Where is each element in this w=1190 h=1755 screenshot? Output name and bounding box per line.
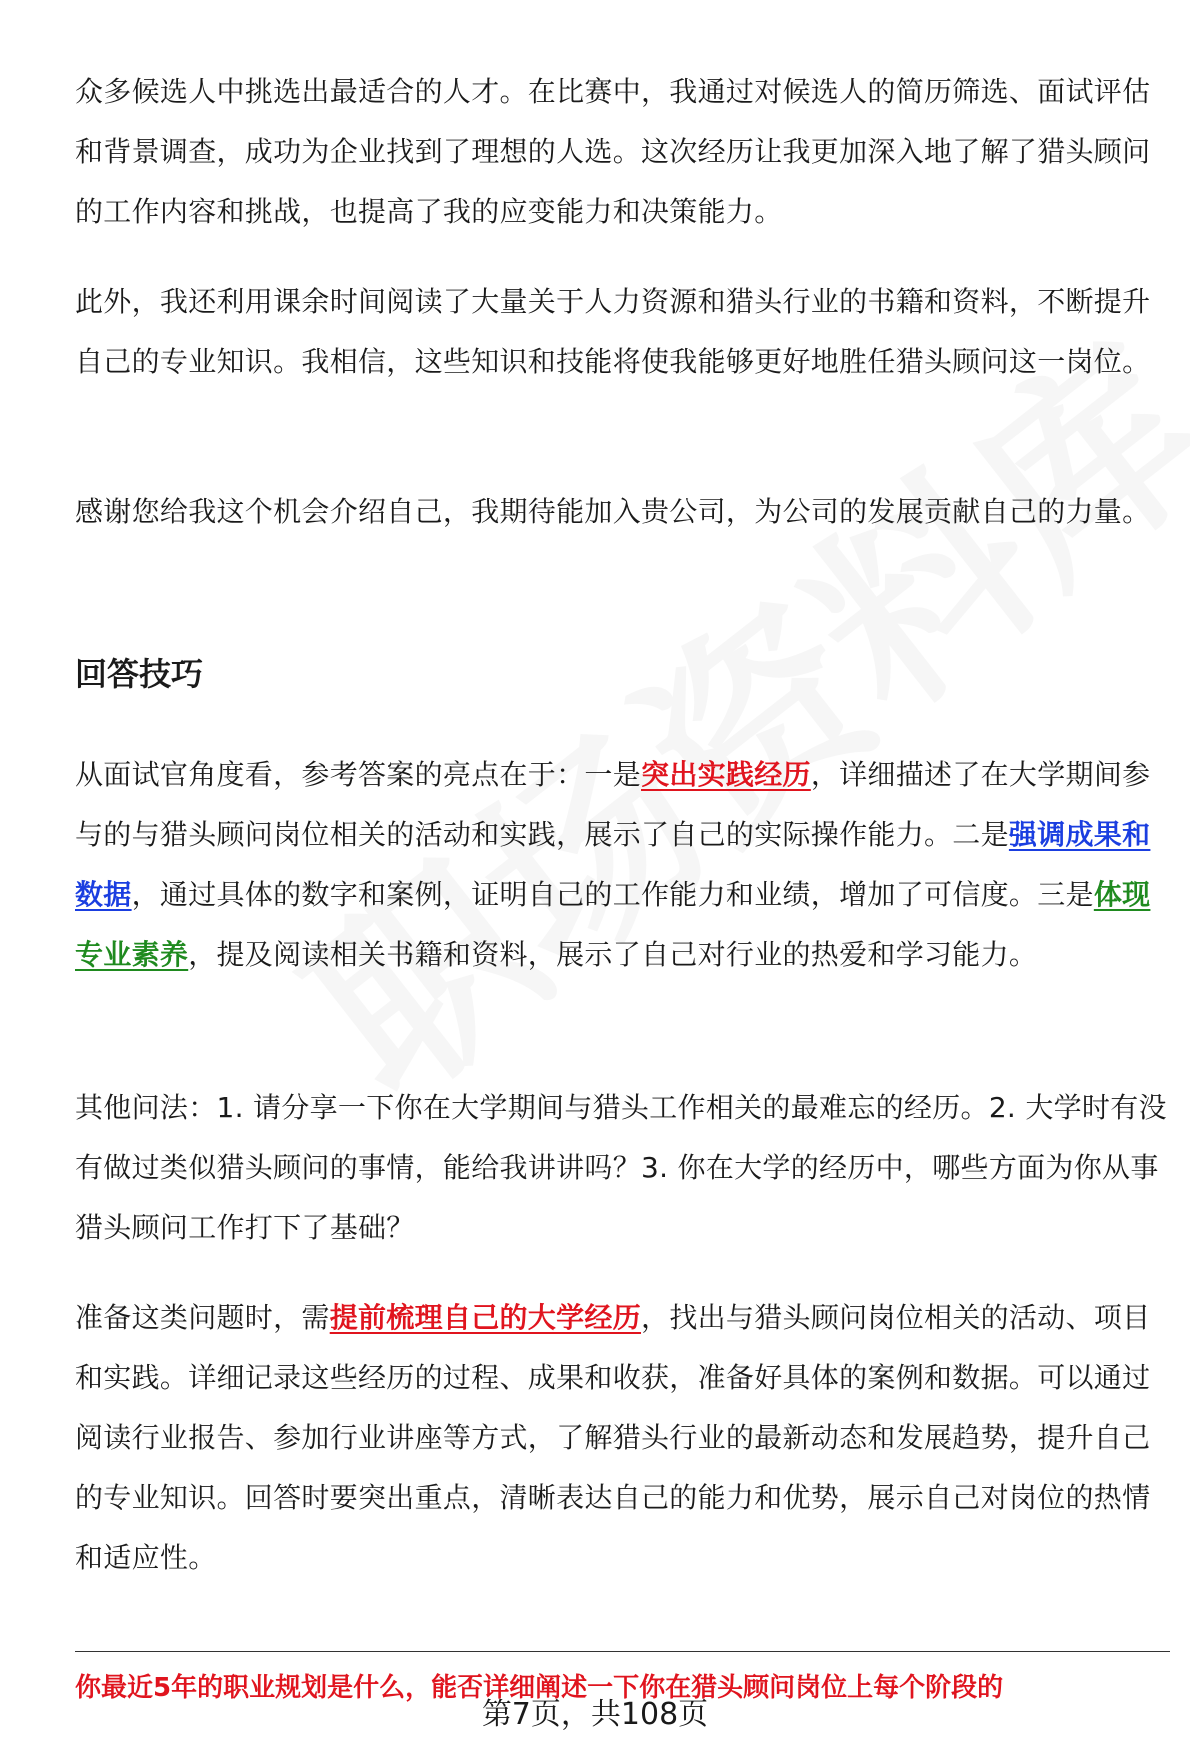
tip3-text-a: 准备这类问题时，需 <box>75 1301 330 1334</box>
highlight-practice-experience: 突出实践经历 <box>641 758 811 791</box>
page-number: 第7页，共108页 <box>481 1697 709 1732</box>
tip-paragraph-3 <box>75 1288 1170 1588</box>
tip-paragraph-2: 其他问法：1. 请分享一下你在大学期间与猎头工作相关的最难忘的经历。2. 大学时有没有做过类似猎头顾问的事情，能给我讲讲吗？3. 你在大学的经历中，哪些方面为你从事猎头顾问工作打下了基础？ <box>75 1091 1167 1244</box>
highlight-review-experience: 提前梳理自己的大学经历 <box>329 1301 642 1334</box>
tip3-text-b: ，找出与猎头顾问岗位相关的活动、项目和实践。详细记录这些经历的过程、成果和收获，准备好具体的案例和数据。可以通过阅读行业报告、参加行业讲座等方式，了解猎头行业的最新动态和发展趋势，提升自己的专业知识。回答时要突出重点，清晰表达自己的能力和优势，展示自己对岗位的热情和适应性。 <box>75 1301 1151 1574</box>
next-question: 你最近5年的职业规划是什么，能否详细阐述一下你在猎头顾问岗位上每个阶段的 <box>75 1673 1004 1703</box>
highlight-professionalism: 体现专业素养 <box>75 878 1151 971</box>
paragraph-2: 此外，我还利用课余时间阅读了大量关于人力资源和猎头行业的书籍和资料，不断提升自己的专业知识。我相信，这些知识和技能将使我能够更好地胜任猎头顾问这一岗位。 <box>75 285 1151 378</box>
section-heading: 回答技巧 <box>75 655 204 693</box>
highlight-results-data: 强调成果和数据 <box>75 818 1151 911</box>
paragraph-3: 感谢您给我这个机会介绍自己，我期待能加入贵公司，为公司的发展贡献自己的力量。 <box>75 495 1151 528</box>
tip1-text-a: 从面试官角度看，参考答案的亮点在于：一是 <box>75 758 642 791</box>
section-divider <box>75 1651 1170 1652</box>
tip1-text-d: ，提及阅读相关书籍和资料，展示了自己对行业的热爱和学习能力。 <box>188 938 1038 971</box>
tip-paragraph-1 <box>75 745 1170 985</box>
paragraph-1: 众多候选人中挑选出最适合的人才。在比赛中，我通过对候选人的简历筛选、面试评估和背景调查，成功为企业找到了理想的人选。这次经历让我更加深入地了解了猎头顾问的工作内容和挑战，也提高了我的应变能力和决策能力。 <box>75 75 1151 228</box>
tip1-text-b: ，详细描述了在大学期间参与的与猎头顾问岗位相关的活动和实践，展示了自己的实际操作能力。二是 <box>75 758 1151 851</box>
tip1-text-c: ，通过具体的数字和案例，证明自己的工作能力和业绩，增加了可信度。三是 <box>131 878 1094 911</box>
